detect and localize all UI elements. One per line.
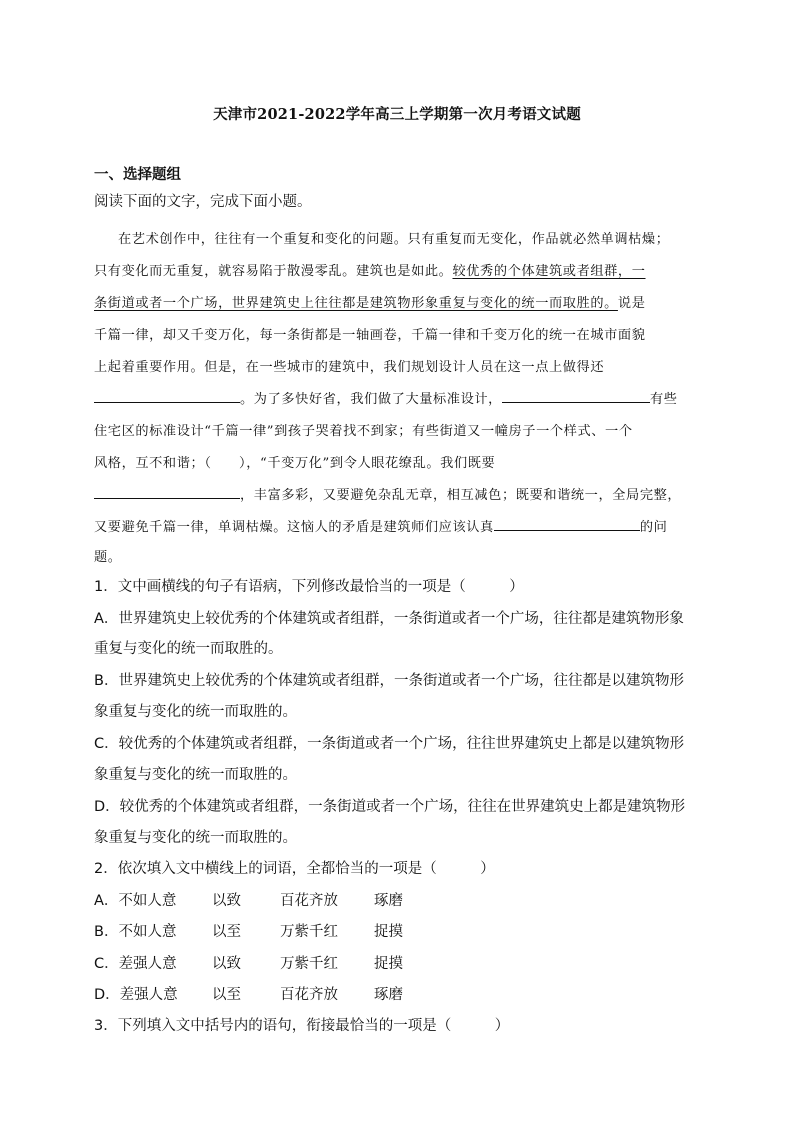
q1-option-b-cont: 象重复与变化的统一而取胜的。 <box>94 704 297 720</box>
passage-line: 住宅区的标准设计“千篇一律”到孩子哭着找不到家；有些街道又一幢房子一个样式、一个 <box>94 424 633 439</box>
passage-line: 千篇一律，却又千变万化，每一条街都是一轴画卷，千篇一律和千变万化的统一在城市面貌 <box>94 328 646 343</box>
passage-line: 题。 <box>94 550 122 565</box>
q2-option-a[interactable]: A．不如人意 以致 百花齐放 琢磨 <box>94 893 403 909</box>
fill-blank-4 <box>494 517 640 531</box>
underlined-sentence: 较优秀的个体建筑或者组群，一 <box>452 264 646 279</box>
passage-line: 在艺术创作中，往往有一个重复和变化的问题。只有重复而无变化，作品就必然单调枯燥； <box>118 232 670 247</box>
q1-option-d[interactable]: D．较优秀的个体建筑或者组群，一条街道或者一个广场，往往在世界建筑史上都是建筑物形 <box>94 799 686 815</box>
question-3-stem: 3．下列填入文中括号内的语句，衔接最恰当的一项是（ ） <box>94 1018 510 1034</box>
fill-blank-2 <box>502 389 650 403</box>
q1-option-c-cont: 象重复与变化的统一而取胜的。 <box>94 767 297 783</box>
passage-line: 又要避免千篇一律，单调枯燥。这恼人的矛盾是建筑师们应该认真 的问 <box>94 516 667 535</box>
passage-line: 上起着重要作用。但是，在一些城市的建筑中，我们规划设计人员在这一点上做得还 <box>94 360 605 375</box>
question-1-stem: 1．文中画横线的句子有语病，下列修改最恰当的一项是（ ） <box>94 579 524 595</box>
section-heading: 一、选择题组 <box>94 167 181 183</box>
q2-option-d[interactable]: D．差强人意 以至 百花齐放 琢磨 <box>94 987 403 1003</box>
q1-option-c[interactable]: C．较优秀的个体建筑或者组群，一条街道或者一个广场，往往世界建筑史上都是以建筑物形 <box>94 736 685 752</box>
underlined-sentence: 条街道或者一个广场，世界建筑史上往往都是建筑物形象重复与变化的统一而取胜的。 <box>94 296 618 311</box>
fill-blank-3 <box>94 485 240 499</box>
question-2-stem: 2．依次填入文中横线上的词语，全都恰当的一项是（ ） <box>94 861 495 877</box>
q1-option-b[interactable]: B．世界建筑史上较优秀的个体建筑或者组群，一条街道或者一个广场，往往都是以建筑物形 <box>94 673 684 689</box>
q1-option-a[interactable]: A．世界建筑史上较优秀的个体建筑或者组群，一条街道或者一个广场，往往都是建筑物形象 <box>94 611 684 627</box>
passage-line: 风格，互不和谐；（ ），“千变万化”到令人眼花缭乱。我们既要 <box>94 456 496 471</box>
page-title: 天津市2021-2022学年高三上学期第一次月考语文试题 <box>213 106 581 123</box>
passage-line: 条街道或者一个广场，世界建筑史上往往都是建筑物形象重复与变化的统一而取胜的。说是 <box>94 296 646 311</box>
passage-line: 。为了多快好省，我们做了大量标准设计， 有些 <box>94 388 678 407</box>
q2-option-b[interactable]: B．不如人意 以至 万紫千红 捉摸 <box>94 924 403 940</box>
q1-option-a-cont: 重复与变化的统一而取胜的。 <box>94 641 283 657</box>
fill-blank-1 <box>94 389 240 403</box>
passage-line: ，丰富多彩，又要避免杂乱无章，相互减色；既要和谐统一，全局完整， <box>94 484 681 503</box>
q2-option-c[interactable]: C．差强人意 以致 万紫千红 捉摸 <box>94 956 403 972</box>
instruction-text: 阅读下面的文字，完成下面小题。 <box>94 194 312 210</box>
passage-line: 只有变化而无重复，就容易陷于散漫零乱。建筑也是如此。较优秀的个体建筑或者组群，一 <box>94 264 646 279</box>
q1-option-d-cont: 象重复与变化的统一而取胜的。 <box>94 830 297 846</box>
